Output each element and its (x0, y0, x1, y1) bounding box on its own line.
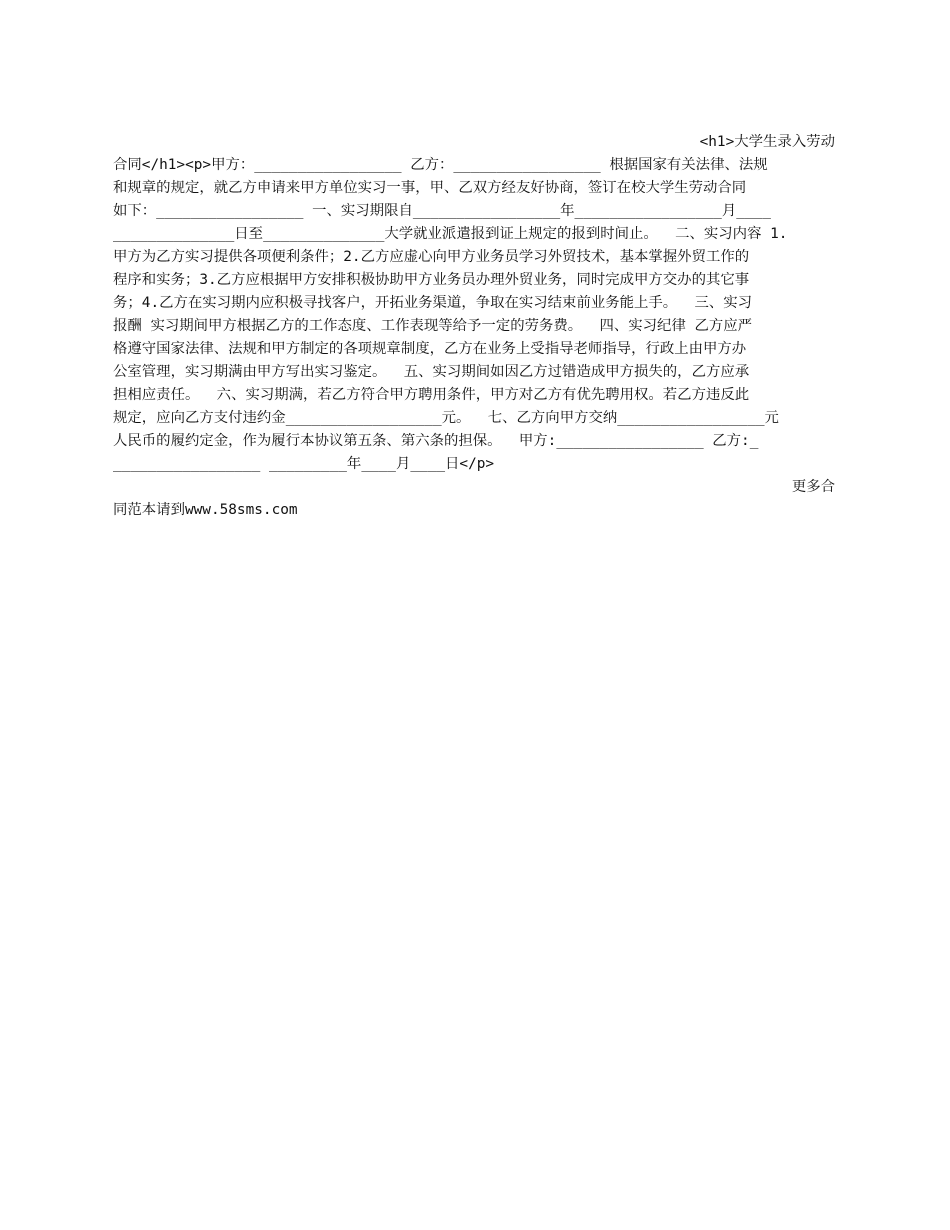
text-line-4: 如下：_________________ 一、实习期限自_________________年_________________月____ (113, 203, 771, 219)
footer-line-1: 更多合 (791, 479, 835, 495)
text-line-12: 担相应责任。 六、实习期满，若乙方符合甲方聘用条件，甲方对乙方有优先聘用权。若乙方违反此 (113, 387, 750, 403)
text-line-3: 和规章的规定，就乙方申请来甲方单位实习一事，甲、乙双方经友好协商，签订在校大学生劳动合同 (113, 180, 747, 196)
footer-line-2: 同范本请到www.58sms.com (113, 502, 298, 518)
document-body (113, 131, 835, 522)
text-line-9: 报酬 实习期间甲方根据乙方的工作态度、工作表现等给予一定的劳务费。 四、实习纪律 乙方应严 (113, 318, 753, 334)
text-line-13: 规定，应向乙方支付违约金__________________元。 七、乙方向甲方交纳_________________元 (113, 410, 779, 426)
text-line-14: 人民币的履约定金，作为履行本协议第五条、第六条的担保。 甲方:_________________ 乙方:_ (113, 433, 759, 449)
text-line-5: ______________日至______________大学就业派遣报到证上规定的报到时间止。 二、实习内容 1. (113, 226, 788, 242)
text-line-6: 甲方为乙方实习提供各项便利条件；2.乙方应虚心向甲方业务员学习外贸技术，基本掌握外贸工作的 (113, 249, 750, 265)
text-line-7: 程序和实务；3.乙方应根据甲方安排积极协助甲方业务员办理外贸业务，同时完成甲方交办的其它事 (113, 272, 750, 288)
text-line-10: 格遵守国家法律、法规和甲方制定的各项规章制度，乙方在业务上受指导老师指导，行政上由甲方办 (113, 341, 747, 357)
text-line-2: 合同</h1><p>甲方：_________________ 乙方：_________________ 根据国家有关法律、法规 (113, 157, 768, 173)
text-line-8: 务；4.乙方在实习期内应积极寻找客户，开拓业务渠道，争取在实习结束前业务能上手。 三、实习 (113, 295, 753, 311)
text-line-11: 公室管理，实习期满由甲方写出实习鉴定。 五、实习期间如因乙方过错造成甲方损失的，乙方应承 (113, 364, 750, 380)
title-line-1: <h1>大学生录入劳动 (699, 134, 835, 150)
text-line-15: _________________ _________年____月____日</p> (113, 456, 495, 472)
